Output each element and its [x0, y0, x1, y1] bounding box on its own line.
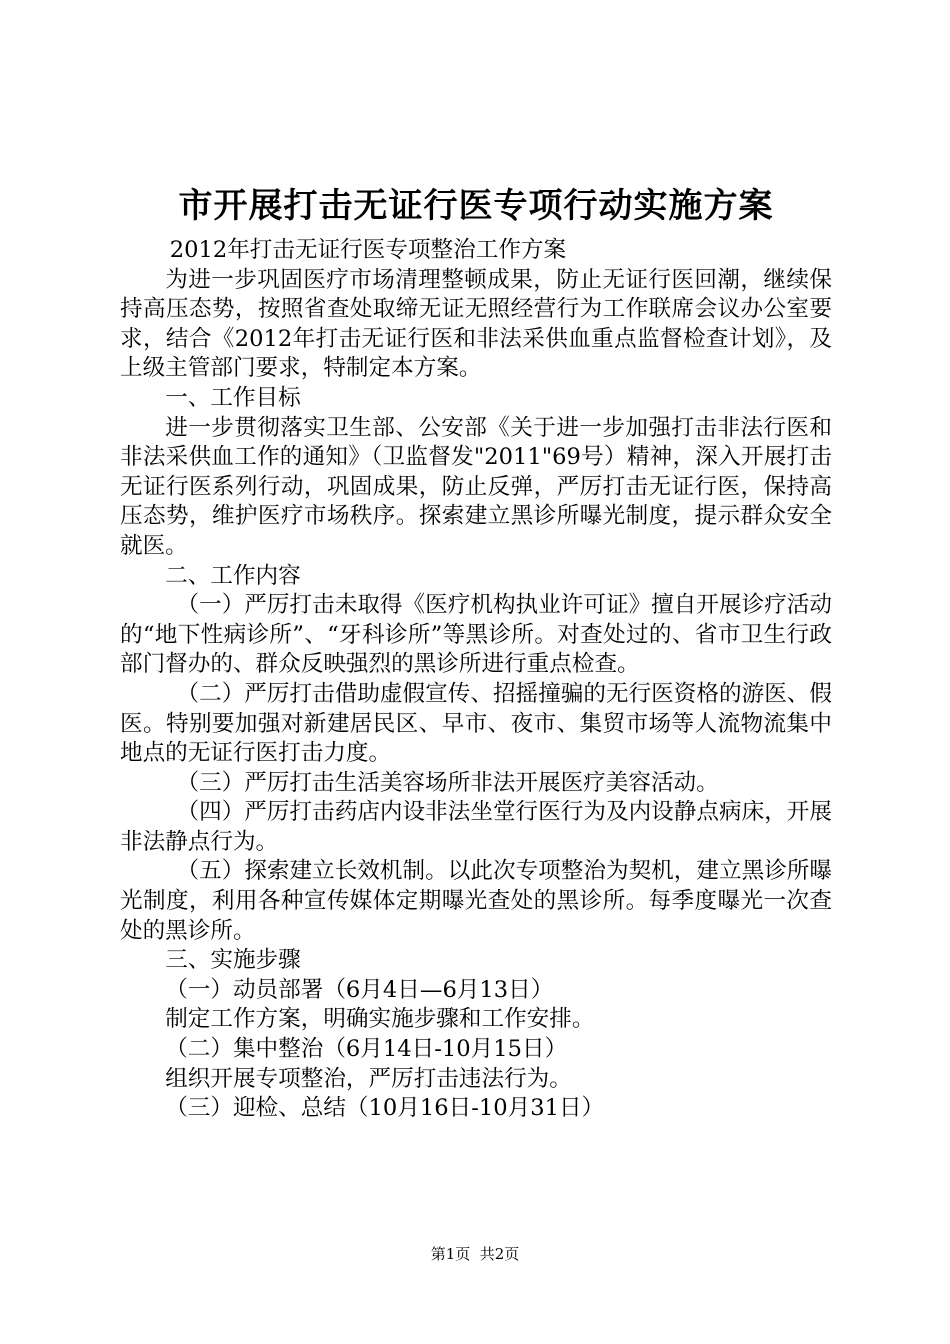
content-item-2: （二）严厉打击借助虚假宣传、招摇撞骗的无行医资格的游医、假医。特别要加强对新建居民区、早市、夜市、集贸市场等人流物流集中地点的无证行医打击力度。: [120, 680, 832, 767]
intro-paragraph: 为进一步巩固医疗市场清理整顿成果，防止无证行医回潮，继续保持高压态势，按照省查处取缔无证无照经营行为工作联席会议办公室要求，结合《2012年打击无证行医和非法采供血重点监督检查计划》，及上级主管部门要求，特制定本方案。: [120, 266, 832, 382]
step-1-text: 制定工作方案，明确实施步骤和工作安排。: [165, 1006, 595, 1033]
subtitle-paragraph: 2012年打击无证行医专项整治工作方案: [169, 237, 567, 263]
section-heading-goals: 一、工作目标: [165, 384, 301, 411]
document-title: 市开展打击无证行医专项行动实施方案: [178, 186, 774, 226]
goals-paragraph: 进一步贯彻落实卫生部、公安部《关于进一步加强打击非法行医和非法采供血工作的通知》（卫监督发"2011"69号）精神，深入开展打击无证行医系列行动，巩固成果，防止反弹，严厉打击无证行医，保持高压态势，维护医疗市场秩序。探索建立黑诊所曝光制度，提示群众安全就医。: [120, 414, 832, 559]
content-item-4: （四）严厉打击药店内设非法坐堂行医行为及内设静点病床，开展非法静点行为。: [120, 799, 832, 855]
document-body: [120, 236, 832, 1124]
content-item-1: （一）严厉打击未取得《医疗机构执业许可证》擅自开展诊疗活动的“地下性病诊所”、“牙科诊所”等黑诊所。对查处过的、省市卫生行政部门督办的、群众反映强烈的黑诊所进行重点检查。: [120, 592, 832, 678]
content-item-5: （五）探索建立长效机制。以此次专项整治为契机，建立黑诊所曝光制度，利用各种宣传媒体定期曝光查处的黑诊所。每季度曝光一次查处的黑诊所。: [120, 858, 832, 944]
step-3-heading: （三）迎检、总结（10月16日-10月31日）: [165, 1095, 605, 1122]
page-footer: 第1页 共2页: [430, 1245, 520, 1263]
step-1-heading: （一）动员部署（6月4日—6月13日）: [165, 976, 554, 1003]
section-heading-content: 二、工作内容: [165, 562, 301, 589]
content-item-3: （三）严厉打击生活美容场所非法开展医疗美容活动。: [176, 769, 719, 796]
section-heading-steps: 三、实施步骤: [165, 947, 301, 974]
step-2-heading: （二）集中整治（6月14日-10月15日）: [165, 1036, 568, 1063]
step-2-text: 组织开展专项整治，严厉打击违法行为。: [165, 1065, 572, 1092]
